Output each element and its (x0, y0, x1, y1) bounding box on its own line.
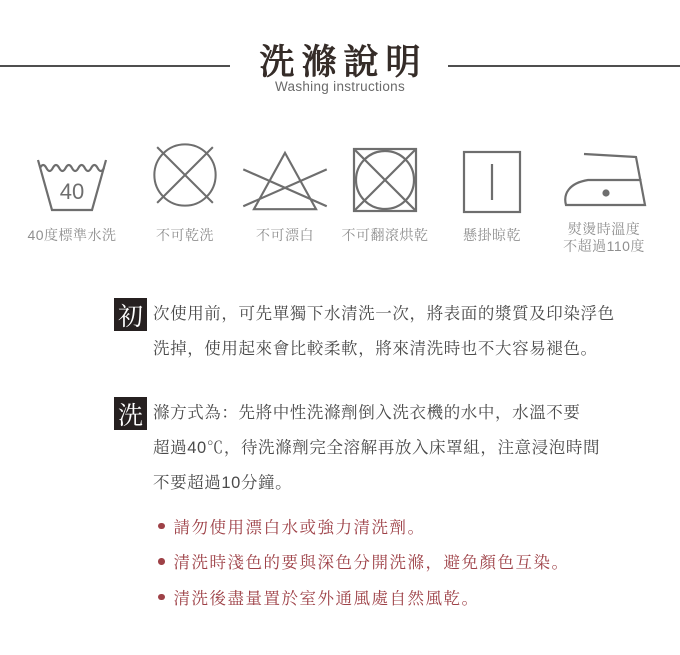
page-subtitle: Washing instructions (274, 79, 406, 94)
care-label (539, 221, 669, 255)
paragraph-line: 超過40℃，待洗滌劑完全溶解再放入床罩組，注意浸泡時間 (153, 439, 601, 457)
paragraph-line: 洗掉，使用起來會比較柔軟，將來清洗時也不大容易褪色。 (153, 340, 598, 358)
care-symbol-hang-dry (427, 138, 557, 244)
care-label: 40度標準水洗 (27, 227, 117, 243)
note-text: 清洗後盡量置於室外通風處自然風乾。 (173, 589, 480, 608)
care-symbol-iron-max-110 (539, 138, 669, 255)
icon-box (539, 138, 669, 214)
care-label: 懸掛晾乾 (463, 227, 521, 243)
bullet-dot (158, 523, 165, 530)
care-notes (158, 508, 570, 615)
note-text: 請勿使用漂白水或強力清洗劑。 (173, 518, 426, 537)
dropcap-first-use: 初 (114, 298, 147, 331)
care-label: 不可漂白 (256, 227, 314, 243)
wash-temp-number: 40 (59, 179, 85, 204)
paragraph-line: 不要超過10分鐘。 (153, 474, 293, 492)
page-title: 洗滌說明 (259, 43, 428, 82)
paragraph-first-use (114, 297, 615, 367)
care-label: 不可翻滾烘乾 (341, 227, 429, 243)
icon-box (427, 138, 557, 214)
note-text: 清洗時淺色的要與深色分開洗滌，避免顏色互染。 (173, 554, 570, 573)
iron-icon (558, 148, 650, 214)
note-item (158, 508, 570, 544)
dropcap-wash-method: 洗 (114, 397, 147, 430)
no-dry-clean-icon (146, 136, 224, 214)
paragraph-wash-method (114, 396, 600, 501)
note-item (158, 579, 570, 615)
no-tumble-dry-icon (351, 146, 419, 214)
icon-box (7, 138, 137, 214)
paragraph-text (153, 297, 615, 367)
care-label-line: 熨燙時溫度 (567, 221, 641, 237)
note-item (158, 544, 570, 580)
care-symbol-wash-40 (7, 138, 137, 244)
paragraph-text (153, 396, 600, 501)
paragraph-line: 滌方式為：先將中性洗滌劑倒入洗衣機的水中，水溫不要 (153, 404, 581, 422)
wash-basin-40-icon (32, 150, 112, 214)
paragraph-line: 次使用前，可先單獨下水清洗一次，將表面的漿質及印染浮色 (153, 305, 615, 323)
bullet-dot (158, 594, 165, 601)
hang-dry-icon (462, 150, 522, 214)
no-bleach-icon (241, 148, 329, 214)
care-label: 不可乾洗 (156, 227, 214, 243)
care-label-line: 不超過110度 (563, 238, 645, 254)
bullet-dot (158, 558, 165, 565)
